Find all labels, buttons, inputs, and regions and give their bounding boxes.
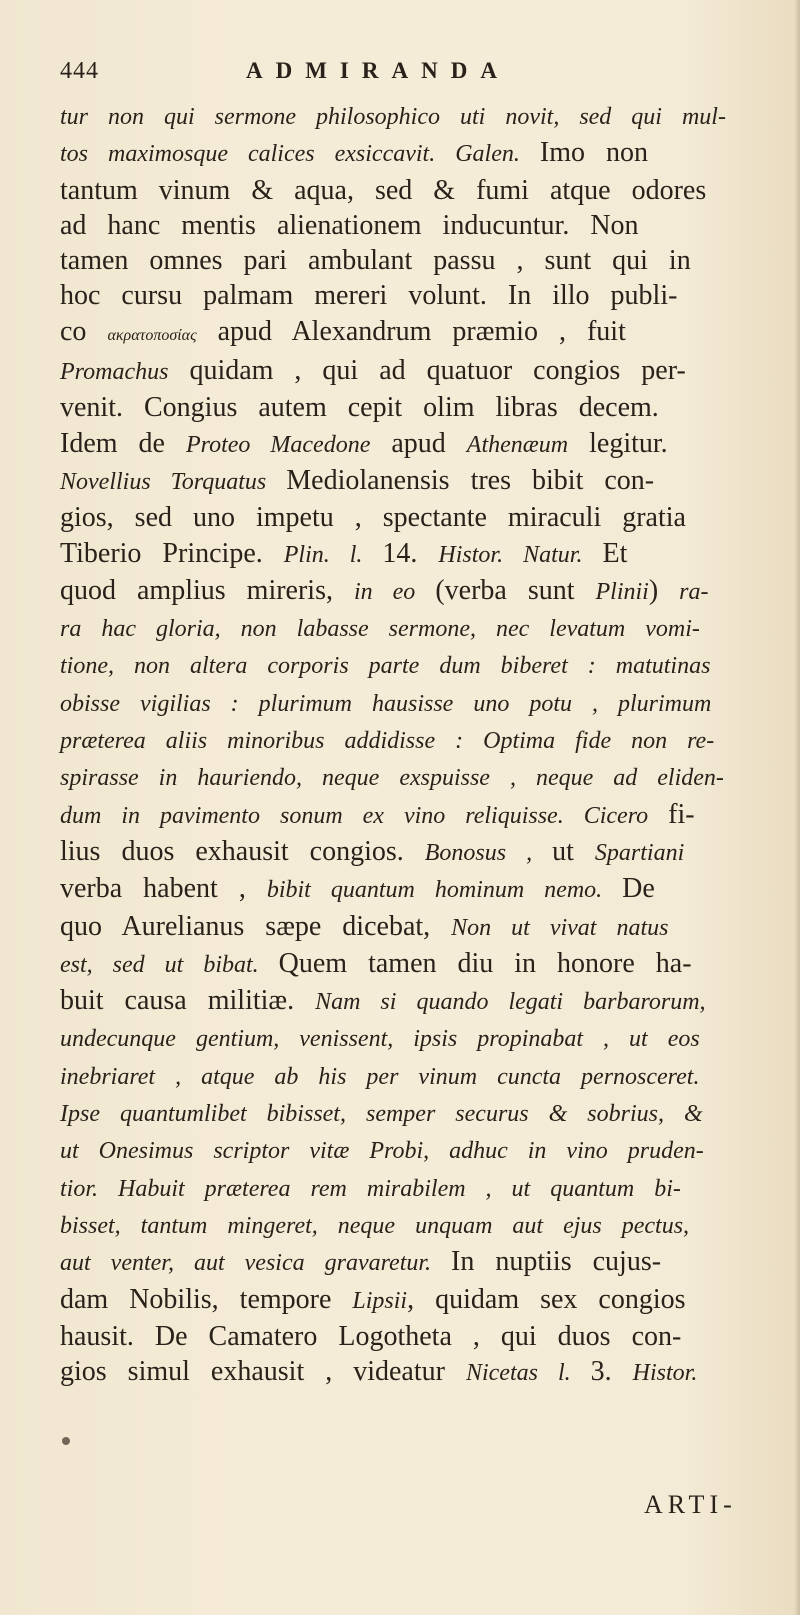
italic-text: ut Onesimus scriptor vitæ Probi, adhuc in vino pruden-: [60, 1138, 704, 1165]
text-line: [60, 1207, 760, 1244]
roman-text: co: [60, 315, 108, 347]
italic-text: ra hac gloria, non labasse sermone, nec levatum vomi-: [60, 616, 700, 643]
italic-text: Lipsii: [352, 1287, 408, 1314]
roman-text: lius duos exhausit congios.: [60, 835, 425, 867]
roman-text: ): [648, 574, 680, 606]
roman-text: Imo non: [539, 137, 648, 169]
roman-text: Mediolanensis tres bibit con-: [286, 464, 655, 496]
roman-text: Quem tamen diu in honore ha-: [278, 947, 692, 979]
page-number: 444: [60, 58, 99, 84]
italic-text: Histor.: [632, 1360, 698, 1387]
roman-text: verba habent ,: [60, 873, 267, 905]
roman-text: legitur.: [568, 427, 668, 459]
text-line: [60, 610, 760, 647]
italic-text: undecunque gentium, venissent, ipsis propinabat , ut eos: [60, 1026, 700, 1053]
page-edge-shadow: [794, 0, 800, 1615]
roman-text: In nuptiis cujus-: [451, 1246, 662, 1278]
roman-text: buit causa militiæ.: [60, 985, 316, 1017]
text-line: [60, 278, 760, 313]
roman-text: gios simul exhausit , videatur: [60, 1356, 466, 1388]
roman-text: hoc cursu palmam mereri volunt. In illo publi-: [60, 280, 678, 312]
italic-text: spirasse in hauriendo, neque exspuisse , neque ad eliden-: [60, 765, 724, 792]
italic-text: Proteo Macedone: [185, 431, 371, 458]
text-line: [60, 834, 760, 871]
roman-text: Et: [602, 537, 628, 569]
roman-text: gios, sed uno impetu , spectante miraculi gratia: [60, 502, 686, 534]
text-line: [60, 353, 760, 390]
text-line: [60, 797, 760, 834]
text-line: [60, 426, 760, 463]
text-line: [60, 909, 760, 946]
ink-spot: [62, 1437, 70, 1445]
catchword: ARTI-: [644, 1490, 737, 1519]
roman-text: quod amplius mireris,: [60, 574, 354, 606]
text-line: [60, 135, 760, 172]
roman-text: tantum vinum & aqua, sed & fumi atque odores: [60, 174, 707, 206]
italic-text: est, sed ut bibat.: [60, 951, 279, 978]
roman-text: quidam , qui ad quatuor congios per-: [168, 355, 686, 387]
text-line: [60, 208, 760, 243]
roman-text: venit. Congius autem cepit olim libras decem.: [60, 392, 659, 424]
italic-text: inebriaret , atque ab his per vinum cuncta pernosceret.: [60, 1063, 700, 1090]
italic-text: obisse vigilias : plurimum hausisse uno potu , plurimum: [60, 690, 712, 717]
text-line: [60, 536, 760, 573]
italic-text: Novellius Torquatus: [60, 468, 287, 495]
italic-text: tione, non altera corporis parte dum biberet : matutinas: [60, 653, 711, 680]
roman-text: ut: [552, 835, 595, 867]
italic-text: Bonosus ,: [424, 839, 553, 866]
text-line: [60, 1132, 760, 1169]
italic-text: bibit quantum hominum nemo.: [266, 877, 623, 904]
italic-text: Nicetas l.: [465, 1360, 591, 1387]
italic-text: aut venter, aut vesica gravaretur.: [60, 1250, 452, 1277]
text-line: [60, 647, 760, 684]
roman-text: (verba sunt: [435, 574, 596, 606]
text-line: [60, 314, 760, 353]
text-line: [60, 1282, 760, 1319]
text-line: [60, 983, 760, 1020]
body-text: [60, 98, 760, 1391]
italic-text: tos maximosque calices exsiccavit. Galen.: [60, 141, 540, 168]
roman-text: , quidam sex congios: [407, 1283, 686, 1315]
italic-text: Ipse quantumlibet bibisset, semper securus & sobrius, &: [60, 1101, 703, 1128]
roman-text: fi-: [668, 798, 695, 830]
italic-text: præterea aliis minoribus addidisse : Optima fide non re-: [60, 728, 715, 755]
text-line: [60, 1244, 760, 1281]
text-line: [60, 1354, 760, 1391]
text-line: [60, 1095, 760, 1132]
text-line: [60, 573, 760, 610]
greek-word: ακρατοποσίας: [107, 326, 197, 344]
text-line: [60, 1020, 760, 1057]
text-line: [60, 463, 760, 500]
italic-text: ra-: [679, 578, 709, 605]
text-line: [60, 1170, 760, 1207]
roman-text: Idem de: [60, 427, 186, 459]
roman-text: 14.: [382, 537, 439, 569]
roman-text: apud Alexandrum præmio , fuit: [196, 315, 626, 347]
roman-text: De: [622, 873, 655, 905]
page-header: [60, 58, 760, 92]
roman-text: quo Aurelianus sæpe dicebat,: [60, 910, 452, 942]
text-line: [60, 685, 760, 722]
text-line: [60, 390, 760, 425]
roman-text: apud: [370, 427, 467, 459]
text-line: [60, 946, 760, 983]
roman-text: Tiberio Principe.: [60, 537, 284, 569]
italic-text: Plinii: [595, 578, 649, 605]
italic-text: tior. Habuit præterea rem mirabilem , ut quantum bi-: [60, 1175, 681, 1202]
italic-text: Nam si quando legati barbarorum,: [315, 989, 706, 1016]
roman-text: 3.: [590, 1356, 633, 1388]
text-line: [60, 173, 760, 208]
roman-text: hausit. De Camatero Logotheta , qui duos con-: [60, 1320, 682, 1352]
italic-text: Athenæum: [466, 431, 569, 458]
italic-text: Histor. Natur.: [438, 541, 603, 568]
italic-text: dum in pavimento sonum ex vino reliquisse. Cicero: [60, 802, 669, 829]
italic-text: Non ut vivat natus: [451, 914, 669, 941]
italic-text: Spartiani: [594, 839, 685, 866]
italic-text: Promachus: [60, 359, 169, 386]
roman-text: tamen omnes pari ambulant passu , sunt qui in: [60, 245, 691, 277]
running-head: ADMIRANDA: [246, 58, 510, 83]
roman-text: ad hanc mentis alienationem inducuntur. Non: [60, 209, 639, 241]
text-line: [60, 1058, 760, 1095]
text-line: [60, 500, 760, 535]
text-line: [60, 722, 760, 759]
italic-text: in eo: [353, 578, 436, 605]
text-line: [60, 1319, 760, 1354]
text-line: [60, 871, 760, 908]
italic-text: Plin. l.: [283, 541, 383, 568]
roman-text: dam Nobilis, tempore: [60, 1283, 353, 1315]
text-line: [60, 243, 760, 278]
italic-text: bisset, tantum mingeret, neque unquam aut ejus pectus,: [60, 1212, 690, 1239]
text-line: [60, 98, 760, 135]
italic-text: tur non qui sermone philosophico uti novit, sed qui mul-: [60, 104, 726, 130]
text-line: [60, 759, 760, 796]
